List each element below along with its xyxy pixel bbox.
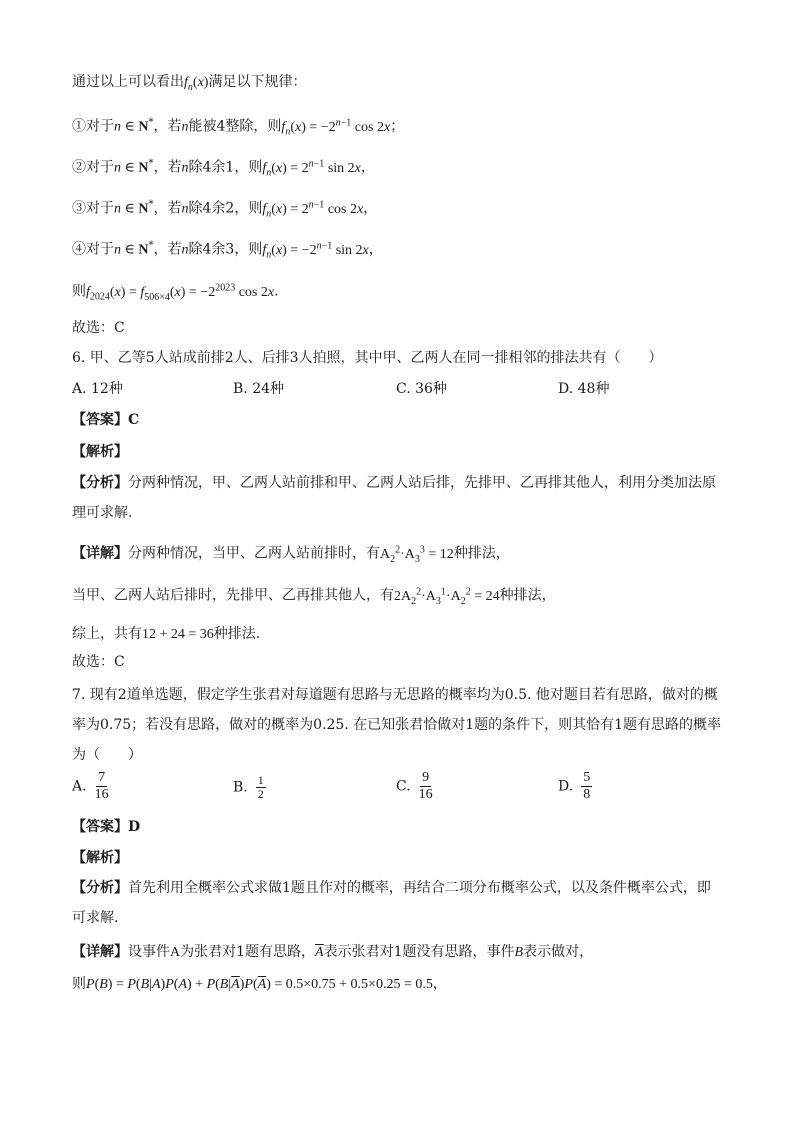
q6-choose: 故选：C [72,654,125,670]
q7-fenxi: 【分析】首先利用全概率公式求做1题且作对的概率，再结合二项分布概率公式，以及条件概率公式，即可求解. [72,880,711,926]
q7-stem: 7. 现有2道单选题，假定学生张君对每道题有思路与无思路的概率均为0.5. 他对题目若有思路，做对的概率为0.75；若没有思路，做对的概率为0.25. 在已知张君恰做对1题的条件下，则其恰有1题有思路的概率为（ ） [72,687,722,763]
rule-conclusion: 则$f_{2024}(x) = f_{506\times 4}(x) = -2^{2023}$ cos 2x. [72,282,279,303]
q7-detail-2: 则$P(B) = P(B|A)P(A) + P(B|\overline{A})P(\overline{A}) = 0.5\times 0.75 + 0.5\times 0.25 = 0.5$， [72,976,447,992]
q6-option-d: D. 48种 [558,381,610,397]
q7-option-c: C. $\frac{9}{16}$ [396,770,433,802]
q6-analysis-tag: 【解析】 [72,444,128,460]
q6-answer: 【答案】C [72,412,140,428]
q7-option-b: B. $\frac{1}{2}$ [233,773,264,801]
choose-c-prev: 故选：C [72,320,125,336]
rule-3: ③对于n ∈ N*，若n除4余2，则$f_n(x) = 2^{n-1}$ cos 2x， [72,199,378,220]
q6-stem: 6. 甲、乙等5人站成前排2人、后排3人拍照，其中甲、乙两人在同一排相邻的排法共有（ ） [72,350,663,366]
q7-option-a: A. $\frac{7}{16}$ [72,770,109,802]
q6-detail-2: 当甲、乙两人站后排时，先排甲、乙再排其他人，有$2A_2^2\cdot A_3^1\cdot A_2^2 = 24$种排法， [72,586,556,607]
q6-detail-3: 综上，共有12 + 24 = 36种排法. [72,626,261,642]
q7-option-d: D. $\frac{5}{8}$ [558,770,591,802]
rule-1: ①对于n ∈ N*，若n能被4整除，则$f_n(x) = -2^{n-1}$ cos 2x； [72,117,405,138]
rule-intro: 通过以上可以看出$f_n(x)$满足以下规律： [72,74,307,93]
q6-fenxi: 【分析】分两种情况，甲、乙两人站前排和甲、乙两人站后排，先排甲、乙再排其他人，利用分类加法原理可求解. [72,475,716,521]
rule-2: ②对于n ∈ N*，若n除4余1，则$f_n(x) = 2^{n-1}$ sin 2x， [72,158,375,179]
q6-detail-1: 【详解】分两种情况，当甲、乙两人站前排时，有$A_2^2\cdot A_3^3 = 12$种排法， [72,544,510,565]
q7-detail-1: 【详解】设事件A为张君对1题有思路，$\overline{A}$表示张君对1题没有思路，事件B表示做对， [72,944,594,960]
rule-4: ④对于n ∈ N*，若n除4余3，则$f_n(x) = -2^{n-1}$ sin 2x， [72,240,383,261]
q7-answer: 【答案】D [72,819,141,835]
q7-analysis-tag: 【解析】 [72,850,128,866]
q6-option-a: A. 12种 [72,381,123,397]
q6-option-b: B. 24种 [233,381,285,397]
q6-option-c: C. 36种 [396,381,447,397]
